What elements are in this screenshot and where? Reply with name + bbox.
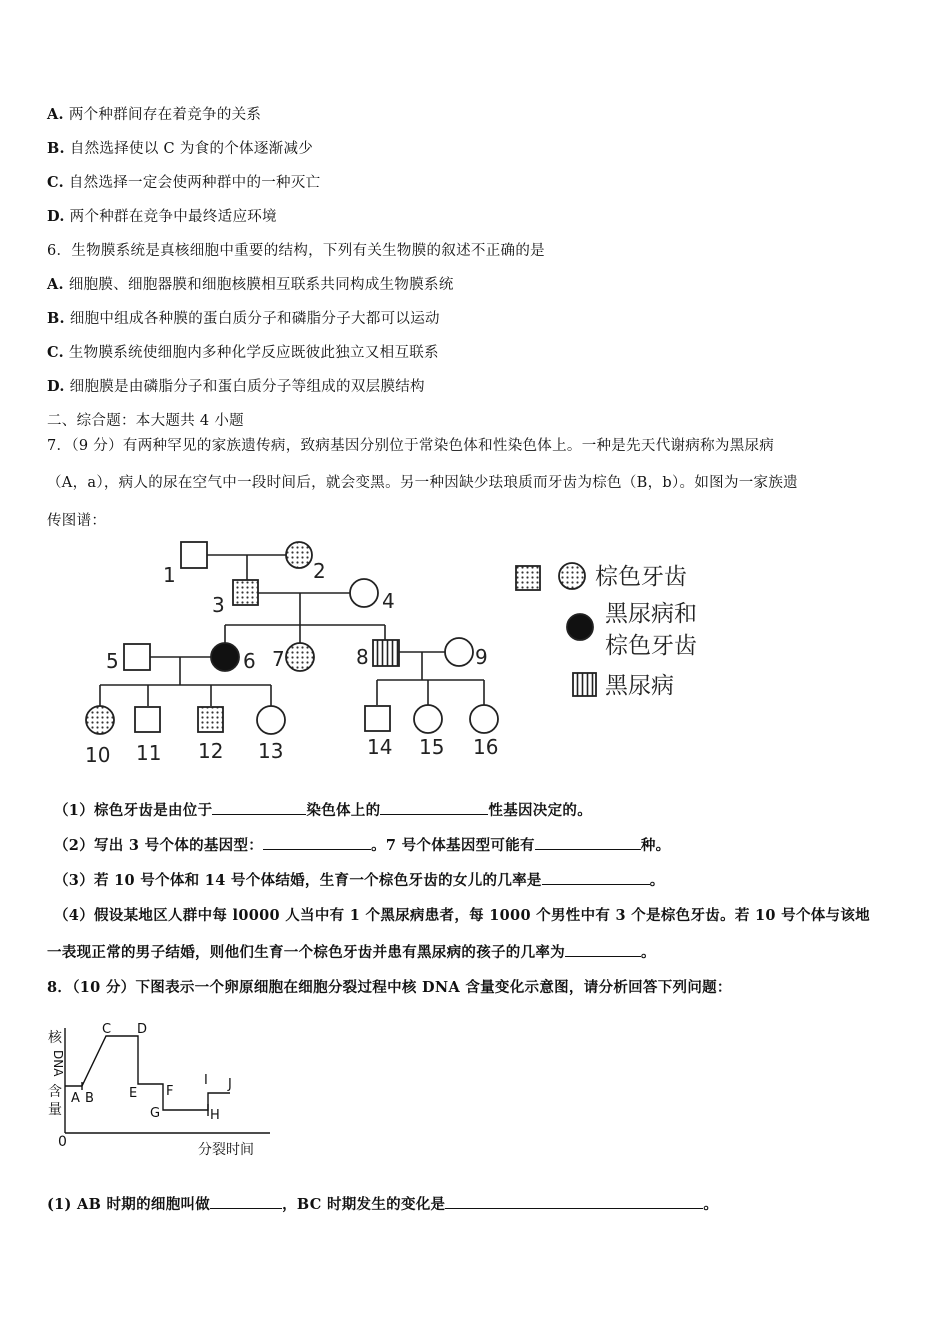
q7-sub1-a: （1）棕色牙齿是由位于 — [54, 802, 213, 819]
point-g: G — [150, 1106, 161, 1121]
q7-sub3 — [54, 869, 665, 890]
individual-10 — [86, 706, 114, 734]
point-j: J — [228, 1077, 232, 1092]
legend-circle-black — [567, 614, 593, 640]
individual-1 — [181, 542, 207, 568]
individual-12 — [198, 707, 223, 732]
q7-sub3-a: （3）若 10 号个体和 14 号个体结婚，生育一个棕色牙齿的女儿的几率是 — [54, 872, 542, 889]
q8-sub1-b: ，BC 时期发生的变化是 — [282, 1196, 446, 1213]
q7-sub4-b: 。 — [641, 944, 656, 961]
label-2: 2 — [313, 559, 326, 583]
option-key: A. — [47, 276, 64, 293]
point-e: E — [129, 1086, 138, 1101]
point-d: D — [137, 1022, 148, 1037]
option-key: D. — [47, 378, 65, 395]
q7-sub2-c: 种。 — [640, 837, 671, 854]
answer-blank[interactable] — [210, 1196, 282, 1209]
label-11: 11 — [136, 741, 162, 765]
individual-5 — [124, 644, 150, 670]
q7-stem-line2: （A，a），病人的尿在空气中一段时间后，就会变黑。另一种因缺少珐琅质而牙齿为棕色（B，b）。如图为一家族遗 — [47, 475, 798, 491]
individual-13 — [257, 706, 285, 734]
option-text: 生物膜系统使细胞内多种化学反应既彼此独立又相互联系 — [68, 345, 439, 361]
q7-sub4-line2 — [47, 941, 656, 962]
y-label-1: 核 — [48, 1030, 62, 1046]
individual-6 — [211, 643, 239, 671]
label-4: 4 — [382, 589, 395, 613]
answer-blank[interactable] — [535, 837, 641, 850]
q6-option-c — [47, 341, 439, 362]
label-16: 16 — [473, 735, 499, 759]
dna-content-graph — [40, 1018, 280, 1168]
point-c: C — [102, 1022, 112, 1037]
q8-sub1-c: 。 — [703, 1196, 719, 1213]
answer-blank[interactable] — [542, 872, 650, 885]
option-key: A. — [47, 106, 64, 123]
q8-stem: 8．（10 分）下图表示一个卵原细胞在细胞分裂过程中核 DNA 含量变化示意图，请分析回答下列问题： — [47, 979, 732, 996]
option-text: 自然选择一定会使两种群中的一种灭亡 — [68, 175, 321, 191]
q6-stem — [47, 239, 545, 260]
option-text: 自然选择使以 C 为食的个体逐渐减少 — [69, 141, 314, 157]
individual-15 — [414, 705, 442, 733]
individual-4 — [350, 579, 378, 607]
label-6: 6 — [243, 649, 256, 673]
label-8: 8 — [356, 645, 369, 669]
q5-option-a — [47, 103, 261, 124]
q5-option-c — [47, 171, 320, 192]
y-label-3: 含 — [48, 1084, 62, 1100]
q7-sub4-line1: （4）假设某地区人群中每 l0000 人当中有 1 个黑尿病患者，每 1000 个男性中有 3 个是棕色牙齿。若 10 号个体与该地 — [54, 907, 870, 924]
legend-alkaptonuria: 黑尿病 — [605, 673, 674, 699]
individual-16 — [470, 705, 498, 733]
q7-sub2 — [54, 834, 670, 855]
label-1: 1 — [163, 563, 176, 587]
label-9: 9 — [475, 645, 488, 669]
pedigree-diagram — [70, 530, 770, 770]
q7-sub1 — [54, 799, 592, 820]
label-3: 3 — [212, 593, 225, 617]
q7-stem-line3: 传图谱： — [47, 513, 107, 529]
individual-2 — [286, 542, 312, 568]
answer-blank[interactable] — [263, 837, 371, 850]
option-key: C. — [47, 344, 64, 361]
answer-blank[interactable] — [445, 1196, 703, 1209]
individual-8 — [373, 640, 399, 666]
individual-3 — [233, 580, 258, 605]
label-10: 10 — [85, 743, 111, 767]
label-14: 14 — [367, 735, 393, 759]
individual-7 — [286, 643, 314, 671]
q7-sub1-b: 染色体上的 — [306, 802, 381, 819]
option-text: 细胞膜、细胞器膜和细胞核膜相互联系共同构成生物膜系统 — [68, 277, 454, 293]
q7-sub4-a: 一表现正常的男子结婚，则他们生育一个棕色牙齿并患有黑尿病的孩子的几率为 — [47, 944, 565, 961]
individual-9 — [445, 638, 473, 666]
q7-stem-line1: 7．（9 分）有两种罕见的家族遗传病，致病基因分别位于常染色体和性染色体上。一种是先天代谢病称为黑尿病 — [47, 438, 775, 454]
individual-11 — [135, 707, 160, 732]
answer-blank[interactable] — [565, 944, 641, 957]
q5-option-b — [47, 137, 313, 158]
point-i: I — [204, 1073, 208, 1088]
point-h: H — [210, 1108, 220, 1123]
option-text: 细胞中组成各种膜的蛋白质分子和磷脂分子大都可以运动 — [69, 311, 440, 327]
option-key: C. — [47, 174, 64, 191]
legend-square-lines — [573, 673, 596, 696]
label-5: 5 — [106, 649, 119, 673]
q6-option-a — [47, 273, 454, 294]
point-b: B — [85, 1091, 94, 1106]
option-key: B. — [47, 140, 65, 157]
legend-square-dotted — [516, 566, 540, 590]
point-a: A — [71, 1091, 80, 1106]
y-label-4: 量 — [48, 1102, 62, 1118]
option-text: 细胞膜是由磷脂分子和蛋白质分子等组成的双层膜结构 — [69, 379, 425, 395]
q6-option-b — [47, 307, 440, 328]
origin-label: 0 — [58, 1134, 67, 1150]
q7-sub2-b: 。7 号个体基因型可能有 — [371, 837, 535, 854]
option-text: 两个种群在竞争中最终适应环境 — [69, 209, 277, 225]
y-label-2: DNA — [51, 1050, 65, 1077]
point-f: F — [166, 1084, 174, 1099]
x-axis-label: 分裂时间 — [198, 1142, 254, 1158]
legend-brown-teeth: 棕色牙齿 — [595, 564, 687, 590]
legend-both-line1: 黑尿病和 — [605, 601, 697, 627]
label-7: 7 — [272, 647, 285, 671]
option-key: B. — [47, 310, 65, 327]
option-text: 两个种群间存在着竞争的关系 — [68, 107, 262, 123]
q7-sub3-b: 。 — [649, 872, 665, 889]
q7-sub2-a: （2）写出 3 号个体的基因型： — [54, 837, 264, 854]
section-heading: 二、综合题：本大题共 4 小题 — [47, 413, 244, 429]
legend-both-line2: 棕色牙齿 — [605, 633, 697, 659]
answer-blank[interactable] — [380, 802, 488, 815]
individual-14 — [365, 706, 390, 731]
q7-sub1-c: 性基因决定的。 — [488, 802, 592, 819]
q8-sub1 — [47, 1193, 718, 1214]
label-13: 13 — [258, 739, 284, 763]
q6-stem-text: 6．生物膜系统是真核细胞中重要的结构，下列有关生物膜的叙述不正确的是 — [47, 243, 545, 259]
q8-sub1-a: (1) AB 时期的细胞叫做 — [47, 1196, 211, 1213]
q6-option-d — [47, 375, 425, 396]
label-12: 12 — [198, 739, 224, 763]
answer-blank[interactable] — [212, 802, 306, 815]
q5-option-d — [47, 205, 277, 226]
legend-circle-dotted — [559, 563, 585, 589]
label-15: 15 — [419, 735, 445, 759]
option-key: D. — [47, 208, 65, 225]
